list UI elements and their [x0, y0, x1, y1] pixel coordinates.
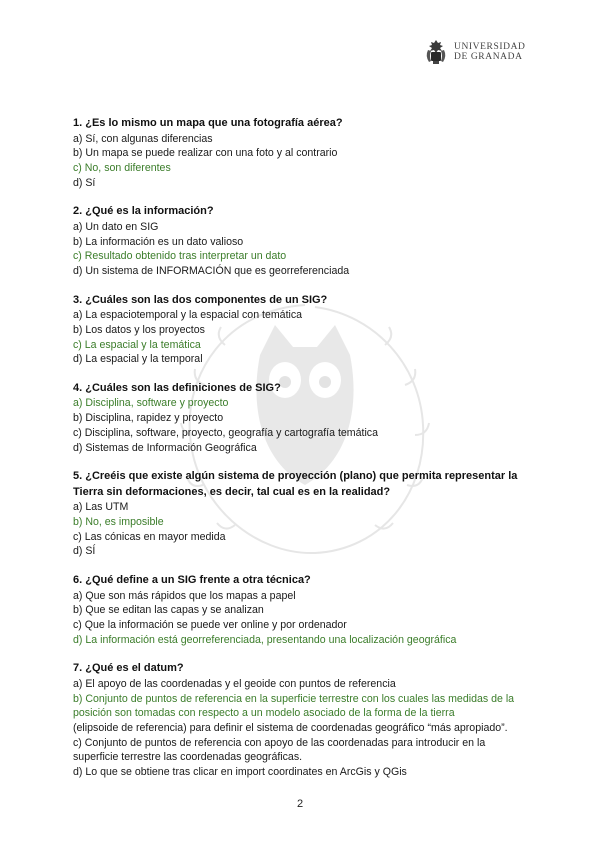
question-title: 5. ¿Creéis que existe algún sistema de proyección (plano) que permita representar la Tierra sin deformaciones, es decir, tal cual es en la realidad? — [73, 470, 518, 498]
question-5 — [73, 469, 533, 559]
question-title: 7. ¿Qué es el datum? — [73, 662, 184, 675]
question-title: 4. ¿Cuáles son las definiciones de SIG? — [73, 381, 281, 394]
option-d-correct: d) La información está georreferenciada, presentando una localización geográfica — [73, 633, 457, 646]
option-a: a) El apoyo de las coordenadas y el geoide con puntos de referencia — [73, 677, 396, 690]
university-line1: UNIVERSIDAD — [454, 42, 526, 52]
option-c-correct: c) La espacial y la temática — [73, 338, 201, 351]
question-7 — [73, 661, 533, 779]
option-a-correct: a) Disciplina, software y proyecto — [73, 397, 229, 410]
question-title: 1. ¿Es lo mismo un mapa que una fotografía aérea? — [73, 117, 343, 129]
question-6 — [73, 573, 533, 647]
option-b: b) Que se editan las capas y se analizan — [73, 604, 264, 617]
option-c-correct: c) Resultado obtenido tras interpretar un dato — [73, 250, 287, 263]
option-b: b) La información es un dato valioso — [73, 235, 244, 248]
option-c-correct: c) No, son diferentes — [73, 161, 171, 174]
option-a: a) Un dato en SIG — [73, 220, 159, 233]
option-d: d) Lo que se obtiene tras clicar en import coordinates en ArcGis y QGis — [73, 766, 407, 779]
option-a: a) Que son más rápidos que los mapas a papel — [73, 589, 296, 602]
university-line2: DE GRANADA — [454, 52, 523, 62]
option-b-correct: b) Conjunto de puntos de referencia en la superficie terrestre con los cuales las medidas de la posición son tomadas con respecto a un modelo asociado de la forma de la tierra — [73, 692, 515, 720]
question-title: 2. ¿Qué es la información? — [73, 205, 214, 218]
option-a: a) Sí, con algunas diferencias — [73, 132, 213, 145]
option-d: d) Sistemas de Información Geográfica — [73, 441, 257, 454]
university-name — [454, 42, 526, 62]
option-b-continuation: (elipsoide de referencia) para definir el sistema de coordenadas geográfico “más apropiado”. — [73, 721, 508, 734]
page-number: 2 — [296, 798, 304, 810]
university-crest-icon — [423, 38, 449, 66]
option-c: c) Que la información se puede ver online y por ordenador — [73, 618, 347, 631]
question-3 — [73, 293, 533, 367]
university-logo — [423, 38, 526, 66]
question-2 — [73, 204, 533, 278]
option-b: b) Los datos y los proyectos — [73, 323, 205, 336]
option-c: c) Disciplina, software, proyecto, geografía y cartografía temática — [73, 426, 378, 439]
option-a: a) La espaciotemporal y la espacial con temática — [73, 309, 303, 322]
option-b: b) Un mapa se puede realizar con una foto y al contrario — [73, 147, 338, 160]
option-d: d) SÍ — [73, 545, 96, 558]
question-title: 3. ¿Cuáles son las dos componentes de un SIG? — [73, 293, 328, 306]
option-c: c) Las cónicas en mayor medida — [73, 530, 226, 543]
question-1 — [73, 116, 533, 190]
question-4 — [73, 381, 533, 455]
option-c: c) Conjunto de puntos de referencia con apoyo de las coordenadas para introducir en la superficie terrestre las coordenadas geográficas. — [73, 736, 486, 764]
option-b: b) Disciplina, rapidez y proyecto — [73, 412, 224, 425]
questionnaire — [73, 116, 533, 794]
option-d: d) Un sistema de INFORMACIÓN que es georreferenciada — [73, 264, 350, 277]
question-title: 6. ¿Qué define a un SIG frente a otra técnica? — [73, 574, 311, 587]
option-b-correct: b) No, es imposible — [73, 515, 164, 528]
option-d: d) Sí — [73, 176, 96, 189]
option-d: d) La espacial y la temporal — [73, 353, 203, 366]
option-a: a) Las UTM — [73, 501, 129, 514]
